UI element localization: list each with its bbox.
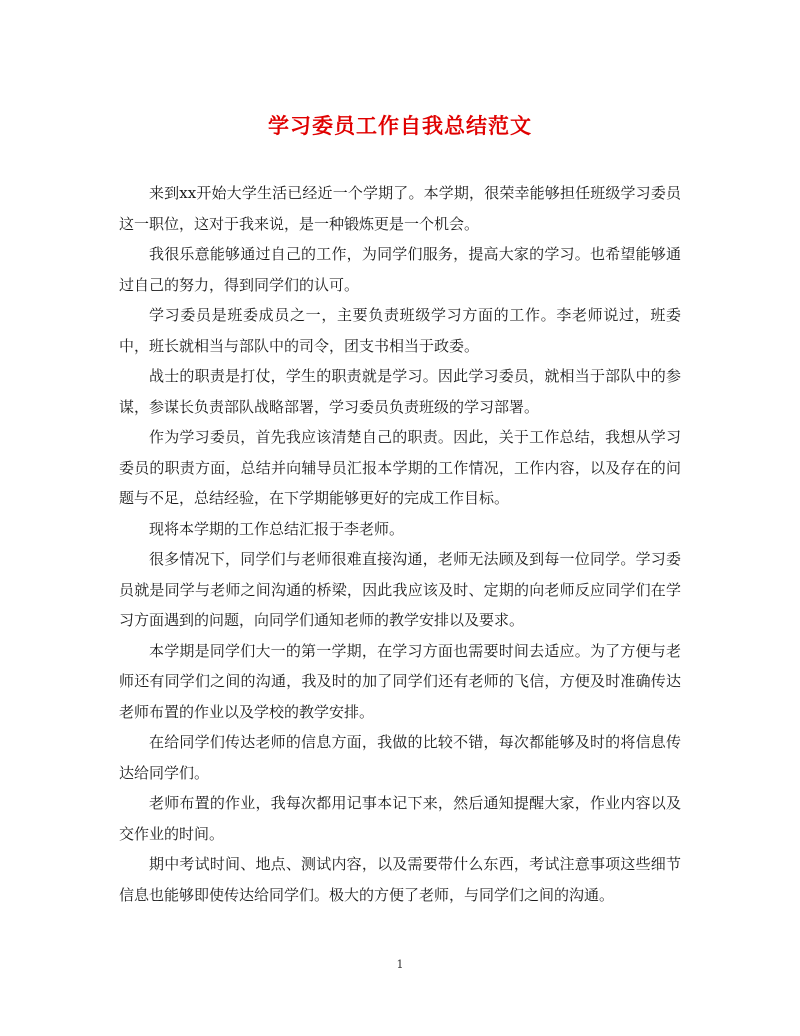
paragraph-7: 很多情况下，同学们与老师很难直接沟通，老师无法顾及到每一位同学。学习委员就是同学与老师之间沟通的桥梁，因此我应该及时、定期的向老师反应同学们在学习方面遇到的问题，向同学们通知老师的教学安排以及要求。 bbox=[119, 550, 681, 629]
paragraph-1: 来到xx开始大学生活已经近一个学期了。本学期，很荣幸能够担任班级学习委员这一职位，这对于我来说，是一种锻炼更是一个机会。 bbox=[119, 184, 681, 233]
paragraph-8: 本学期是同学们大一的第一学期，在学习方面也需要时间去适应。为了方便与老师还有同学们之间的沟通，我及时的加了同学们还有老师的飞信，方便及时准确传达老师布置的作业以及学校的教学安排。 bbox=[119, 641, 681, 721]
paragraph-10: 老师布置的作业，我每次都用记事本记下来，然后通知提醒大家，作业内容以及交作业的时间。 bbox=[119, 794, 681, 843]
paragraph-3: 学习委员是班委成员之一，主要负责班级学习方面的工作。李老师说过，班委中，班长就相当与部队中的司令，团支书相当于政委。 bbox=[119, 306, 681, 355]
page-number: 1 bbox=[396, 958, 404, 971]
paragraph-9: 在给同学们传达老师的信息方面，我做的比较不错，每次都能够及时的将信息传达给同学们。 bbox=[119, 733, 681, 782]
document-title: 学习委员工作自我总结范文 bbox=[268, 113, 532, 138]
paragraph-5: 作为学习委员，首先我应该清楚自己的职责。因此，关于工作总结，我想从学习委员的职责方面，总结并向辅导员汇报本学期的工作情况，工作内容，以及存在的问题与不足，总结经验，在下学期能够更好的完成工作目标。 bbox=[119, 428, 681, 507]
paragraph-4: 战士的职责是打仗，学生的职责就是学习。因此学习委员，就相当于部队中的参谋，参谋长负责部队战略部署，学习委员负责班级的学习部署。 bbox=[119, 367, 681, 416]
document-body bbox=[119, 178, 681, 910]
paragraph-2: 我很乐意能够通过自己的工作，为同学们服务，提高大家的学习。也希望能够通过自己的努力，得到同学们的认可。 bbox=[119, 245, 681, 294]
paragraph-6: 现将本学期的工作总结汇报于李老师。 bbox=[149, 519, 405, 538]
paragraph-11: 期中考试时间、地点、测试内容，以及需要带什么东西，考试注意事项这些细节信息也能够即使传达给同学们。极大的方便了老师，与同学们之间的沟通。 bbox=[119, 855, 681, 904]
